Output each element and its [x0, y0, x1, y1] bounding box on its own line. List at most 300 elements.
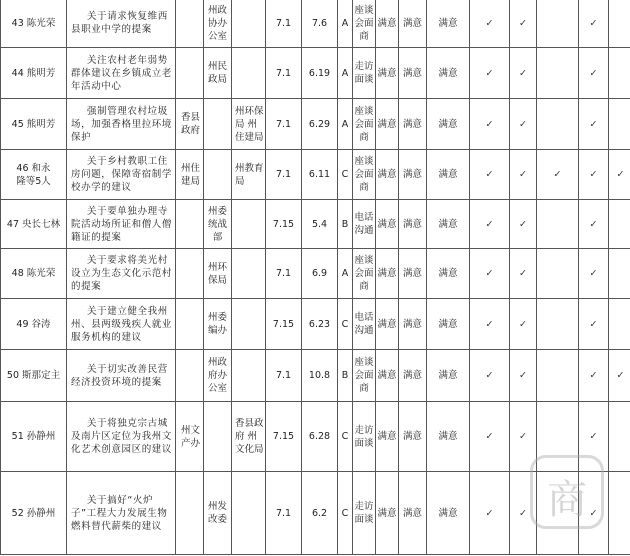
- eval-handling: 满意: [377, 431, 397, 442]
- assist-dept-cell: [232, 299, 266, 350]
- proposer-name-suffix: 州: [45, 431, 56, 442]
- assign-date: 7.1: [275, 118, 292, 130]
- checkmark-icon: ✓: [519, 507, 527, 519]
- eval-attitude-cell: [399, 472, 427, 555]
- proposer-name: 熊明: [26, 67, 46, 79]
- checkmark-icon: ✓: [519, 370, 527, 381]
- method-cell: [353, 472, 376, 555]
- check-cell: [579, 150, 609, 200]
- reply-date: 6.28: [308, 431, 331, 442]
- check-cell: [470, 99, 510, 150]
- proposal-title-cell: [67, 200, 176, 249]
- proposal-number: 45: [11, 118, 24, 130]
- eval-result: 满意: [438, 268, 458, 279]
- check-cell: [579, 48, 609, 99]
- checkmark-icon: ✓: [485, 431, 494, 442]
- proposal-number-cell: [1, 472, 67, 555]
- eval-handling: 满意: [377, 218, 397, 230]
- proposal-title: 关于要单独办理寺院活动场所证和僧人僧籍证的提案: [71, 205, 173, 243]
- eval-attitude-cell: [399, 350, 427, 402]
- proposer-name: 谷涛: [31, 318, 51, 330]
- check-cell: [609, 200, 630, 249]
- table-row: [1, 200, 630, 249]
- check-cell: [579, 99, 609, 150]
- check-cell: [537, 150, 579, 200]
- proposer-name-suffix: 隆等5人: [16, 175, 51, 187]
- proposer-name-suffix: 芳: [45, 118, 56, 130]
- assign-date-cell: [266, 48, 302, 99]
- method-cell: [353, 249, 376, 299]
- check-cell: [470, 402, 510, 472]
- proposal-number-cell: [1, 0, 67, 48]
- lead-dept-b: 州民政局: [207, 61, 227, 85]
- eval-handling-cell: [376, 48, 399, 99]
- eval-result-cell: [427, 99, 470, 150]
- check-cell: [470, 249, 510, 299]
- watermark-logo: [530, 455, 604, 529]
- proposal-number-cell: [1, 350, 67, 402]
- reply-date: 6.23: [308, 318, 331, 330]
- proposal-title: 关注农村老年弱势群体建议在乡镇成立老年活动中心: [71, 54, 173, 92]
- eval-handling-cell: [376, 299, 399, 350]
- assist-dept-cell: [232, 99, 266, 150]
- check-cell: [470, 350, 510, 402]
- proposer-name: 陈光: [26, 17, 46, 29]
- eval-handling: 满意: [377, 370, 397, 381]
- checkmark-icon: ✓: [519, 431, 527, 442]
- eval-attitude: 满意: [402, 169, 422, 180]
- table-row: [1, 350, 630, 402]
- checkmark-icon: ✓: [589, 431, 598, 442]
- proposal-title-cell: [67, 350, 176, 402]
- checkmark-icon: ✓: [485, 67, 494, 79]
- check-cell: [510, 200, 537, 249]
- lead-dept-a-cell: [176, 150, 204, 200]
- check-cell: [537, 99, 579, 150]
- check-cell: [579, 299, 609, 350]
- reply-date-cell: [302, 402, 338, 472]
- grade: A: [341, 118, 349, 130]
- proposal-number: 44: [11, 67, 24, 79]
- grade: A: [341, 268, 349, 279]
- proposal-number: 46: [16, 162, 29, 174]
- eval-result: 满意: [438, 118, 458, 130]
- grade: A: [341, 17, 349, 29]
- proposer-name: 熊明: [26, 118, 46, 130]
- checkmark-icon: ✓: [519, 218, 527, 230]
- eval-result-cell: [427, 200, 470, 249]
- eval-handling: 满意: [377, 67, 397, 79]
- assist-dept-cell: [232, 200, 266, 249]
- proposal-number-cell: [1, 402, 67, 472]
- check-cell: [579, 0, 609, 48]
- proposal-title: 关于将独克宗古城及南片区定位为我州文化艺术创意园区的建议: [71, 418, 173, 455]
- assign-date: 7.15: [272, 431, 295, 442]
- lead-dept-a-cell: [176, 48, 204, 99]
- check-cell: [609, 150, 630, 200]
- reply-date-cell: [302, 48, 338, 99]
- eval-result-cell: [427, 402, 470, 472]
- grade-cell: [338, 0, 353, 48]
- check-cell: [510, 350, 537, 402]
- eval-result: 满意: [438, 67, 458, 79]
- proposer-name: 孙静: [26, 507, 46, 519]
- method-cell: [353, 150, 376, 200]
- proposer-name: 斯那: [22, 370, 42, 381]
- lead-dept-a: 州文产办: [180, 424, 200, 449]
- assist-dept-cell: [232, 150, 266, 200]
- eval-attitude: 满意: [402, 17, 422, 29]
- assign-date-cell: [266, 402, 302, 472]
- eval-attitude-cell: [399, 150, 427, 200]
- eval-result: 满意: [438, 507, 458, 519]
- contact-method: 电话沟通: [354, 312, 374, 336]
- eval-attitude: 满意: [402, 507, 422, 519]
- lead-dept-b-cell: [204, 48, 232, 99]
- contact-method: 走访面谈: [354, 61, 374, 85]
- proposal-title: 关于建立健全我州州、县两级残疾人就业服务机构的建议: [71, 305, 173, 343]
- method-cell: [353, 402, 376, 472]
- check-cell: [510, 99, 537, 150]
- checkmark-icon: ✓: [589, 17, 598, 29]
- assist-dept: 州环保局 州住建局: [235, 105, 264, 143]
- proposal-title-cell: [67, 299, 176, 350]
- assign-date-cell: [266, 249, 302, 299]
- reply-date: 6.29: [308, 118, 331, 130]
- lead-dept-b-cell: [204, 99, 232, 150]
- proposal-title: 关于切实改善民营经济投资环境的提案: [71, 363, 168, 388]
- eval-result: 满意: [438, 169, 458, 180]
- contact-method: 走访面谈: [354, 424, 374, 449]
- proposal-number: 49: [16, 318, 29, 330]
- eval-result-cell: [427, 0, 470, 48]
- grade-cell: [338, 150, 353, 200]
- check-cell: [537, 299, 579, 350]
- eval-handling: 满意: [377, 268, 397, 279]
- eval-attitude-cell: [399, 249, 427, 299]
- eval-result: 满意: [438, 218, 458, 230]
- check-cell: [470, 0, 510, 48]
- eval-attitude: 满意: [402, 431, 422, 442]
- assign-date: 7.1: [275, 268, 292, 279]
- assign-date-cell: [266, 150, 302, 200]
- assign-date-cell: [266, 99, 302, 150]
- eval-attitude-cell: [399, 402, 427, 472]
- assign-date-cell: [266, 350, 302, 402]
- eval-handling-cell: [376, 350, 399, 402]
- proposal-number-cell: [1, 249, 67, 299]
- method-cell: [353, 299, 376, 350]
- assign-date-cell: [266, 0, 302, 48]
- lead-dept-b: 州政府办公室: [207, 357, 227, 394]
- checkmark-icon: ✓: [616, 169, 625, 180]
- proposer-name-suffix: 七林: [41, 218, 61, 230]
- contact-method: 座谈会面商: [354, 105, 374, 143]
- reply-date: 10.8: [308, 370, 331, 381]
- checkmark-icon: ✓: [519, 268, 527, 279]
- lead-dept-b: 州委统战部: [207, 205, 227, 243]
- watermark-char: 商: [547, 477, 587, 523]
- proposer-name: 陈光: [26, 268, 46, 279]
- checkmark-icon: ✓: [589, 507, 598, 519]
- checkmark-icon: ✓: [589, 118, 598, 130]
- check-cell: [470, 299, 510, 350]
- proposal-number: 47: [6, 218, 20, 230]
- lead-dept-b-cell: [204, 402, 232, 472]
- check-cell: [537, 48, 579, 99]
- checkmark-icon: ✓: [485, 507, 494, 519]
- proposal-title: 关于乡村教职工住房问题，保障寄宿制学校办学的建议: [71, 156, 173, 193]
- reply-date-cell: [302, 299, 338, 350]
- table-row: [1, 48, 630, 99]
- assist-dept-cell: [232, 472, 266, 555]
- proposal-title: 关于请求恢复维西县职业中学的提案: [71, 11, 168, 35]
- check-cell: [510, 299, 537, 350]
- checkmark-icon: ✓: [485, 17, 494, 29]
- grade: B: [341, 218, 349, 230]
- table-row: [1, 150, 630, 200]
- assist-dept-cell: [232, 0, 266, 48]
- reply-date: 6.19: [308, 67, 331, 79]
- check-cell: [537, 249, 579, 299]
- grade: C: [341, 431, 349, 442]
- proposer-name-suffix: 州: [45, 507, 56, 519]
- lead-dept-b: 州委编办: [207, 312, 227, 336]
- lead-dept-a-cell: [176, 200, 204, 249]
- lead-dept-a-cell: [176, 249, 204, 299]
- checkmark-icon: ✓: [589, 67, 598, 79]
- check-cell: [510, 150, 537, 200]
- grade: B: [341, 370, 349, 381]
- checkmark-icon: ✓: [485, 169, 494, 180]
- check-cell: [579, 350, 609, 402]
- check-cell: [579, 249, 609, 299]
- eval-attitude: 满意: [402, 118, 422, 130]
- assist-dept: 香县政府 州文化局: [235, 418, 264, 455]
- checkmark-icon: ✓: [485, 268, 494, 279]
- contact-method: 座谈会面商: [354, 255, 374, 292]
- eval-attitude-cell: [399, 299, 427, 350]
- grade: C: [341, 169, 349, 180]
- proposal-title-cell: [67, 402, 176, 472]
- lead-dept-b-cell: [204, 350, 232, 402]
- proposal-number-cell: [1, 99, 67, 150]
- grade-cell: [338, 402, 353, 472]
- assist-dept-cell: [232, 350, 266, 402]
- check-cell: [537, 0, 579, 48]
- grade-cell: [338, 48, 353, 99]
- checkmark-icon: ✓: [589, 268, 598, 279]
- eval-attitude: 满意: [402, 318, 422, 330]
- proposal-title-cell: [67, 249, 176, 299]
- proposal-number-cell: [1, 299, 67, 350]
- checkmark-icon: ✓: [589, 318, 598, 330]
- contact-method: 座谈会面商: [354, 156, 374, 193]
- checkmark-icon: ✓: [519, 17, 527, 29]
- lead-dept-b-cell: [204, 249, 232, 299]
- proposal-title: 强制管理农村垃圾场，加强香格里拉环境保护: [71, 105, 173, 143]
- check-cell: [537, 350, 579, 402]
- check-cell: [510, 48, 537, 99]
- check-cell: [609, 99, 630, 150]
- assign-date-cell: [266, 299, 302, 350]
- proposer-name: 孙静: [26, 431, 46, 442]
- checkmark-icon: ✓: [485, 370, 494, 381]
- eval-handling-cell: [376, 99, 399, 150]
- checkmark-icon: ✓: [589, 218, 598, 230]
- proposal-title-cell: [67, 99, 176, 150]
- lead-dept-a-cell: [176, 0, 204, 48]
- check-cell: [470, 200, 510, 249]
- eval-result-cell: [427, 472, 470, 555]
- grade-cell: [338, 200, 353, 249]
- lead-dept-b-cell: [204, 0, 232, 48]
- assign-date: 7.15: [272, 318, 295, 330]
- contact-method: 座谈会面商: [354, 4, 374, 42]
- reply-date-cell: [302, 0, 338, 48]
- checkmark-icon: ✓: [519, 318, 527, 330]
- lead-dept-b: 州政协办公室: [207, 4, 227, 42]
- check-cell: [609, 48, 630, 99]
- check-cell: [609, 472, 630, 555]
- eval-handling: 满意: [377, 318, 397, 330]
- checkmark-icon: ✓: [553, 169, 562, 180]
- grade: C: [341, 318, 349, 330]
- proposer-name-suffix: 荣: [45, 17, 56, 29]
- eval-attitude: 满意: [402, 370, 422, 381]
- eval-attitude: 满意: [402, 268, 422, 279]
- proposal-number: 43: [11, 17, 24, 29]
- proposal-number-cell: [1, 48, 67, 99]
- table-row: [1, 299, 630, 350]
- eval-handling: 满意: [377, 507, 397, 519]
- lead-dept-b-cell: [204, 150, 232, 200]
- table-row: [1, 0, 630, 48]
- grade-cell: [338, 249, 353, 299]
- lead-dept-a: 香县政府: [180, 112, 200, 136]
- checkmark-icon: ✓: [616, 370, 625, 381]
- check-cell: [537, 200, 579, 249]
- grade-cell: [338, 299, 353, 350]
- assign-date: 7.1: [275, 370, 292, 381]
- lead-dept-a-cell: [176, 99, 204, 150]
- proposal-number: 48: [11, 268, 24, 279]
- assign-date: 7.1: [275, 67, 292, 79]
- proposer-name-suffix: 芳: [45, 67, 56, 79]
- eval-attitude-cell: [399, 99, 427, 150]
- assist-dept-cell: [232, 48, 266, 99]
- eval-handling: 满意: [377, 17, 397, 29]
- eval-result-cell: [427, 299, 470, 350]
- checkmark-icon: ✓: [589, 169, 598, 180]
- eval-attitude-cell: [399, 48, 427, 99]
- eval-result-cell: [427, 249, 470, 299]
- reply-date-cell: [302, 472, 338, 555]
- grade-cell: [338, 472, 353, 555]
- method-cell: [353, 350, 376, 402]
- eval-result-cell: [427, 48, 470, 99]
- assign-date: 7.1: [275, 507, 292, 519]
- reply-date-cell: [302, 200, 338, 249]
- eval-handling-cell: [376, 249, 399, 299]
- eval-attitude: 满意: [402, 67, 422, 79]
- proposal-title: 关于搞好“火炉子”工程大力发展生物燃料替代薪柴的建议: [71, 494, 168, 532]
- checkmark-icon: ✓: [519, 118, 527, 130]
- proposer-name: 和永: [31, 162, 51, 174]
- check-cell: [579, 200, 609, 249]
- assign-date: 7.15: [272, 218, 295, 230]
- check-cell: [609, 402, 630, 472]
- checkmark-icon: ✓: [519, 67, 527, 79]
- checkmark-icon: ✓: [589, 370, 598, 381]
- check-cell: [470, 150, 510, 200]
- reply-date-cell: [302, 249, 338, 299]
- assign-date-cell: [266, 472, 302, 555]
- check-cell: [510, 249, 537, 299]
- table-row: [1, 99, 630, 150]
- check-cell: [609, 299, 630, 350]
- eval-handling: 满意: [377, 118, 397, 130]
- grade-cell: [338, 99, 353, 150]
- assist-dept: 州教育局: [235, 162, 264, 187]
- contact-method: 座谈会面商: [354, 357, 374, 394]
- assign-date: 7.1: [275, 17, 292, 29]
- table-row: [1, 249, 630, 299]
- proposer-name: 央长: [22, 218, 42, 230]
- proposal-title-cell: [67, 0, 176, 48]
- proposal-number-cell: [1, 200, 67, 249]
- proposal-title: 关于要求将美光村设立为生态文化示范村的提案: [71, 255, 173, 292]
- check-cell: [510, 0, 537, 48]
- grade: A: [341, 67, 349, 79]
- lead-dept-b-cell: [204, 200, 232, 249]
- eval-result: 满意: [438, 17, 458, 29]
- reply-date: 6.11: [308, 169, 331, 180]
- eval-handling-cell: [376, 402, 399, 472]
- eval-handling-cell: [376, 0, 399, 48]
- lead-dept-b: 州环保局: [207, 261, 227, 286]
- eval-handling-cell: [376, 472, 399, 555]
- lead-dept-a-cell: [176, 350, 204, 402]
- check-cell: [470, 472, 510, 555]
- check-cell: [470, 48, 510, 99]
- proposer-name-suffix: 荣: [45, 268, 56, 279]
- reply-date: 7.6: [311, 17, 328, 29]
- eval-result: 满意: [438, 431, 458, 442]
- reply-date: 6.2: [311, 507, 328, 519]
- eval-handling-cell: [376, 200, 399, 249]
- lead-dept-b-cell: [204, 472, 232, 555]
- reply-date-cell: [302, 150, 338, 200]
- lead-dept-a-cell: [176, 472, 204, 555]
- proposal-number: 50: [6, 370, 20, 381]
- assign-date-cell: [266, 200, 302, 249]
- method-cell: [353, 0, 376, 48]
- reply-date-cell: [302, 99, 338, 150]
- reply-date: 5.4: [311, 218, 328, 230]
- contact-method: 电话沟通: [354, 212, 374, 236]
- proposal-title-cell: [67, 150, 176, 200]
- grade-cell: [338, 350, 353, 402]
- lead-dept-a: 州住建局: [180, 162, 200, 187]
- lead-dept-b: 州发改委: [207, 501, 227, 525]
- eval-attitude: 满意: [402, 218, 422, 230]
- eval-attitude-cell: [399, 0, 427, 48]
- checkmark-icon: ✓: [485, 118, 494, 130]
- assist-dept-cell: [232, 249, 266, 299]
- eval-attitude-cell: [399, 200, 427, 249]
- eval-result-cell: [427, 150, 470, 200]
